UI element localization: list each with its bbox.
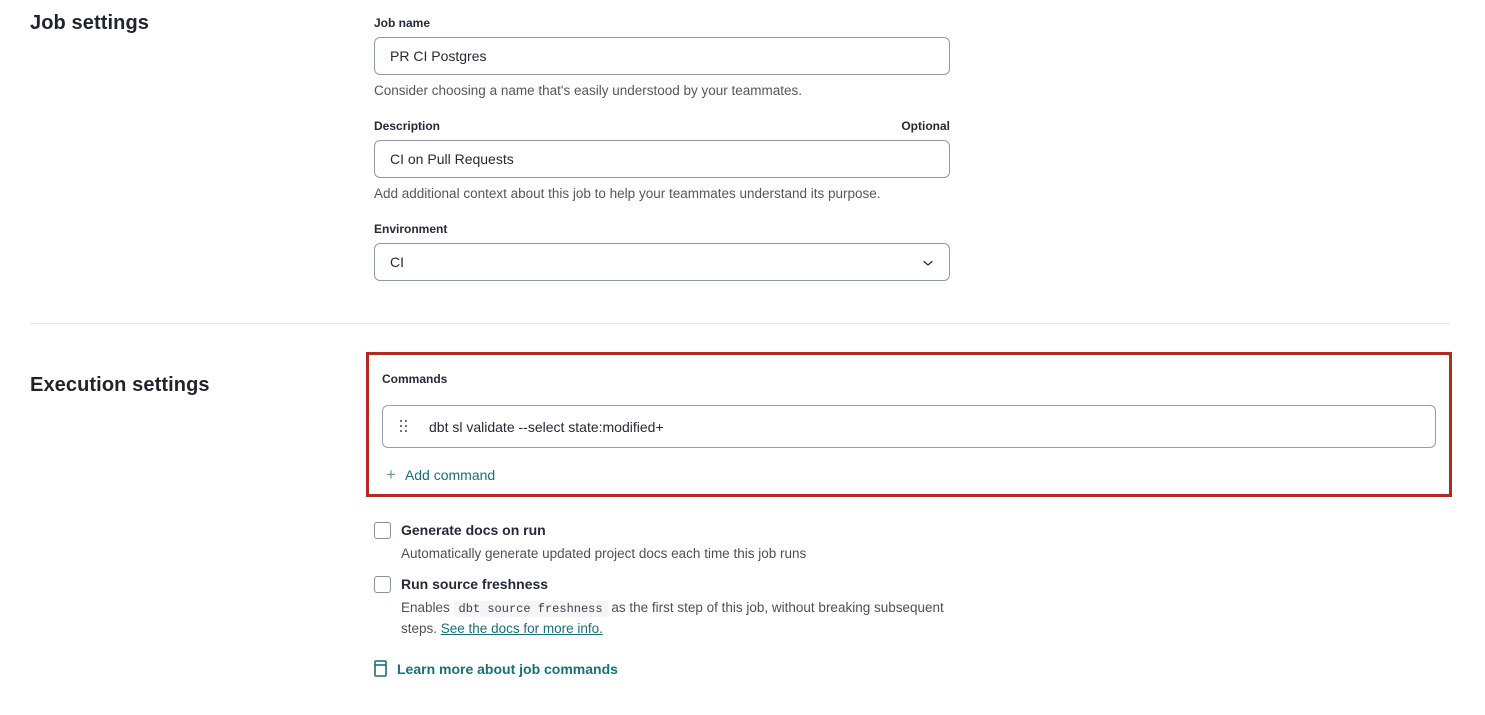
generate-docs-label: Generate docs on run	[401, 522, 546, 538]
chevron-down-icon	[922, 254, 934, 270]
job-settings-form	[374, 16, 950, 302]
description-label: Description	[374, 119, 441, 133]
learn-more-label: Learn more about job commands	[397, 660, 618, 677]
source-freshness-desc-middle: as the first step of this job, without breaking subsequent steps.	[401, 600, 944, 636]
description-input[interactable]	[374, 140, 950, 178]
commands-highlight-box	[366, 352, 1452, 497]
environment-select[interactable]	[374, 243, 950, 281]
section-divider	[30, 323, 1450, 324]
learn-more-job-commands-link[interactable]	[374, 660, 618, 677]
source-freshness-description	[401, 598, 946, 639]
source-freshness-code: dbt source freshness	[454, 601, 608, 617]
source-freshness-docs-link[interactable]: See the docs for more info.	[440, 621, 603, 636]
job-settings-heading: Job settings	[30, 12, 149, 34]
environment-selected-value: CI	[390, 254, 404, 270]
job-name-field-group	[374, 16, 950, 98]
environment-field-group	[374, 222, 950, 281]
source-freshness-row	[374, 576, 946, 639]
execution-settings-heading: Execution settings	[30, 374, 210, 396]
description-optional-badge: Optional	[901, 119, 950, 133]
generate-docs-row	[374, 522, 806, 564]
source-freshness-desc-prefix: Enables	[401, 600, 454, 615]
add-command-label: Add command	[404, 467, 496, 483]
command-text[interactable]: dbt sl validate --select state:modified+	[429, 418, 664, 435]
job-name-label: Job name	[374, 16, 431, 30]
commands-label: Commands	[382, 372, 448, 386]
generate-docs-description: Automatically generate updated project docs each time this job runs	[401, 546, 807, 561]
description-helper-text: Add additional context about this job to help your teammates understand its purpose.	[374, 186, 881, 201]
book-icon	[374, 660, 387, 677]
environment-label: Environment	[374, 222, 448, 236]
add-command-button[interactable]	[382, 465, 499, 485]
plus-icon: +	[386, 465, 396, 484]
generate-docs-checkbox[interactable]	[374, 522, 391, 539]
job-name-input[interactable]	[374, 37, 950, 75]
description-field-group	[374, 119, 950, 201]
command-row[interactable]	[382, 405, 1436, 448]
drag-handle-icon[interactable]	[400, 420, 408, 433]
source-freshness-checkbox[interactable]	[374, 576, 391, 593]
job-name-helper-text: Consider choosing a name that's easily understood by your teammates.	[374, 83, 803, 98]
source-freshness-label: Run source freshness	[401, 576, 549, 592]
